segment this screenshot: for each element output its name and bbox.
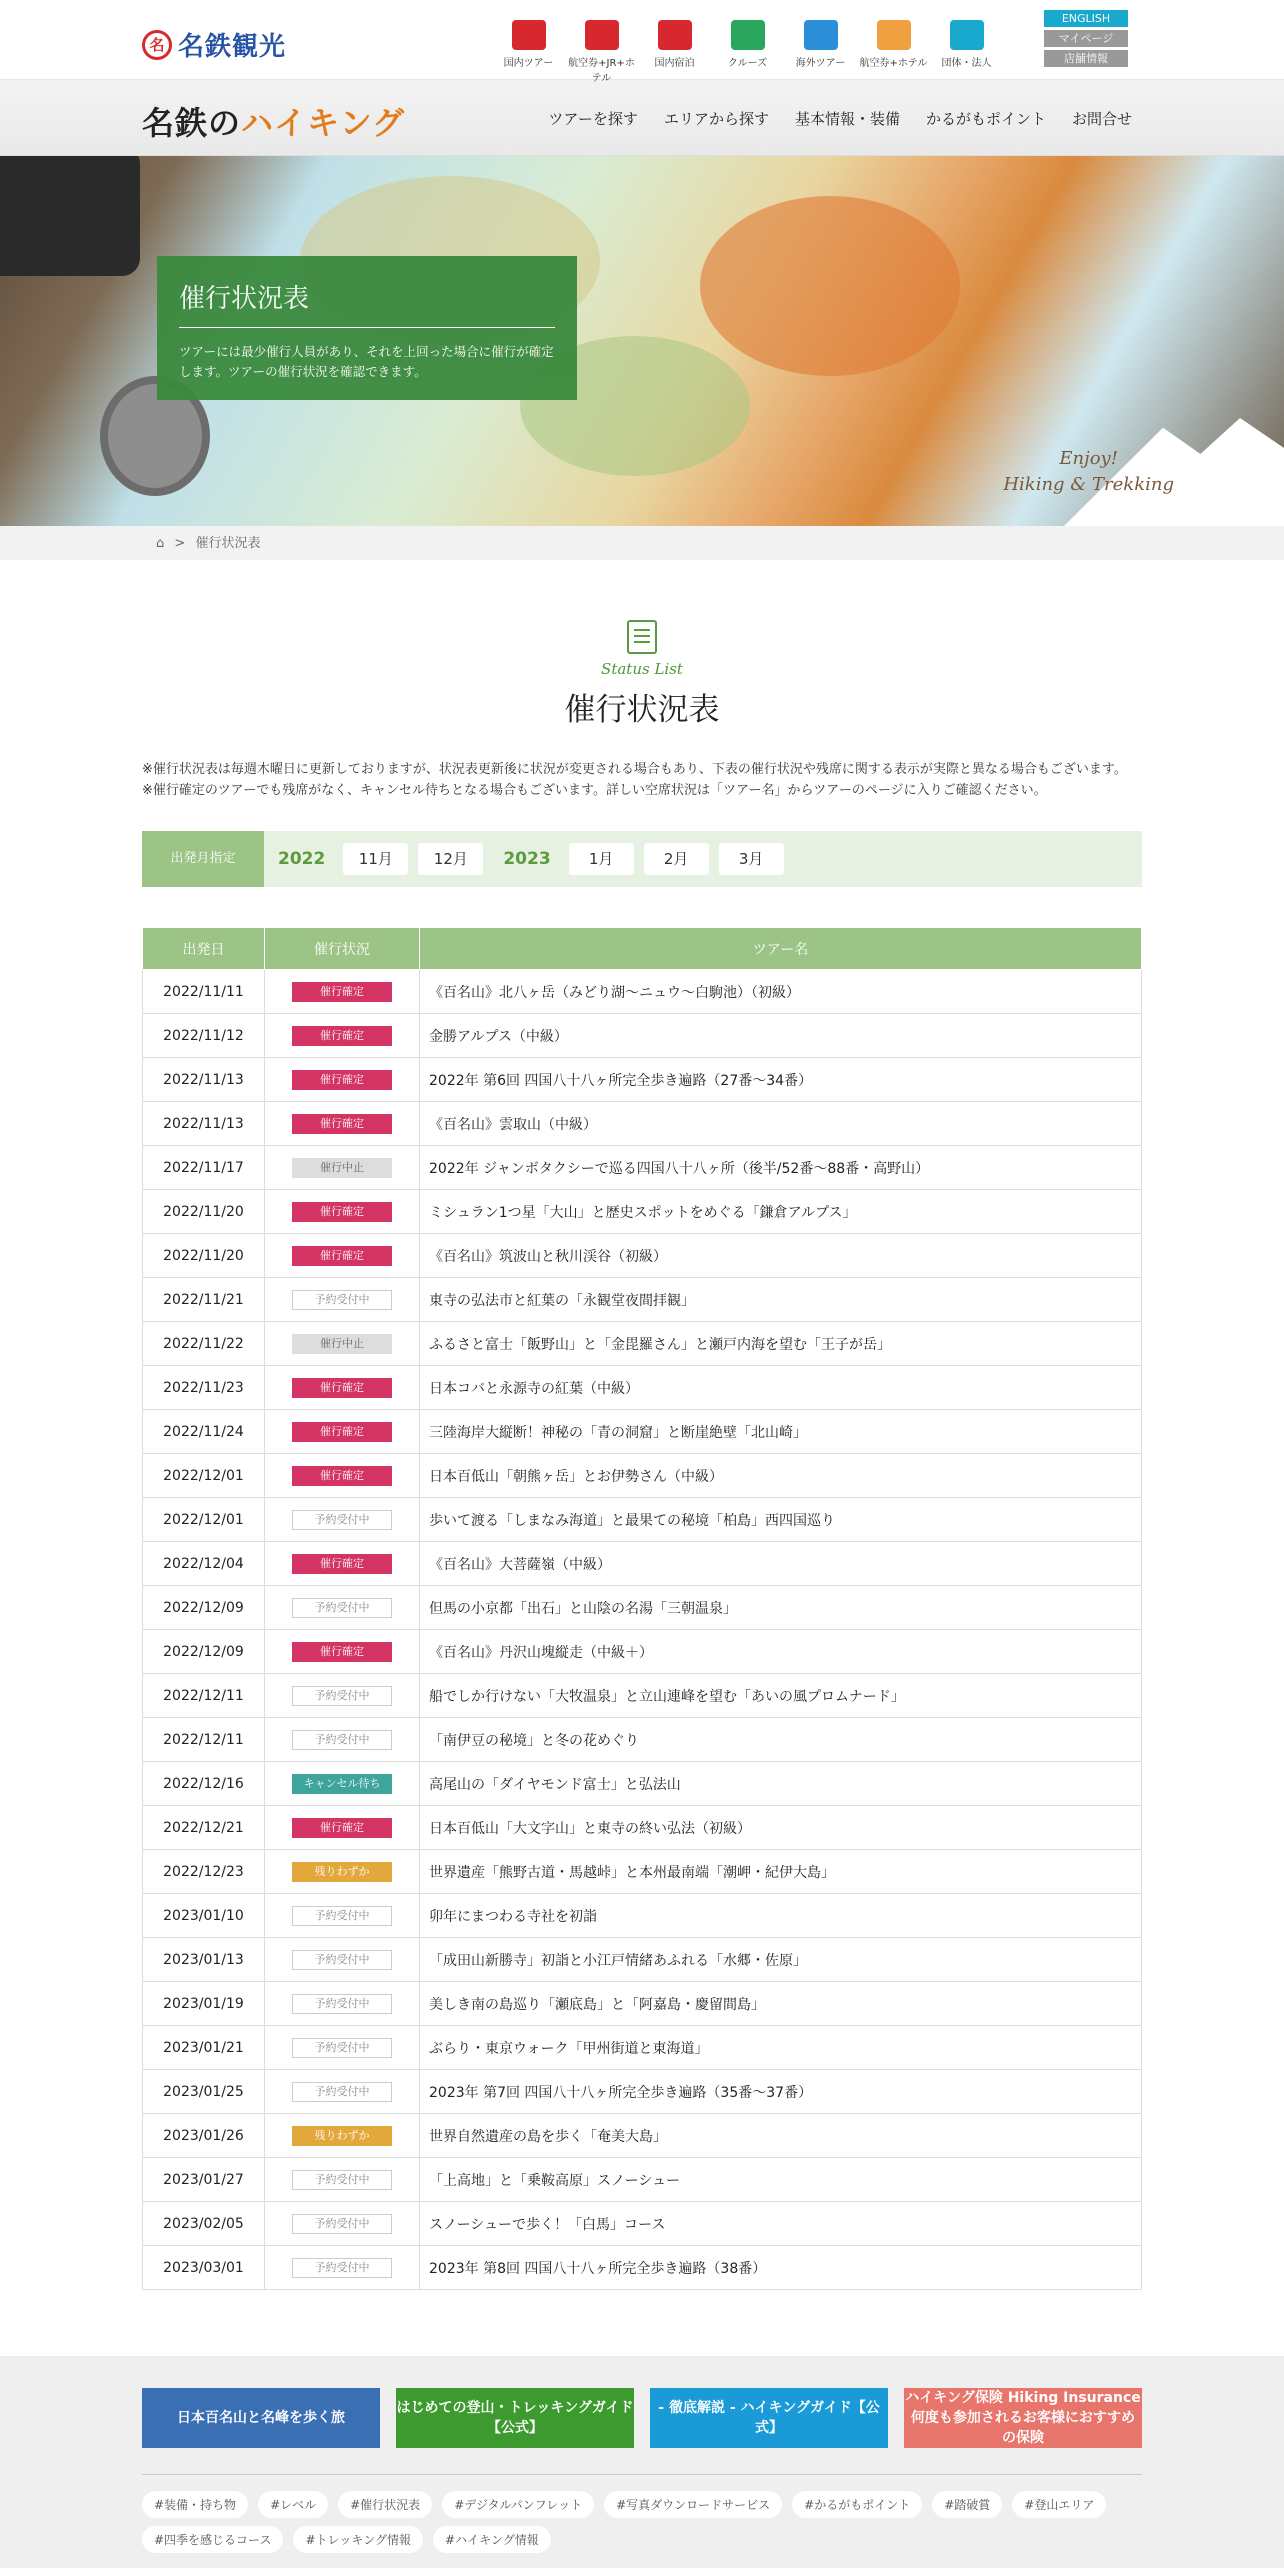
status-table — [142, 927, 1142, 2290]
table-row — [143, 1234, 1142, 1278]
category-label: 団体・法人 — [941, 58, 992, 69]
hero-title: 催行状況表 — [179, 278, 555, 328]
status-cell — [265, 1146, 420, 1190]
year-label: 2023 — [503, 849, 551, 869]
category-glyph-icon — [512, 20, 546, 50]
departure-date: 2022/11/20 — [143, 1190, 265, 1234]
tour-name-link[interactable]: 日本百低山「朝熊ヶ岳」とお伊勢さん（中級） — [420, 1454, 1142, 1498]
category-label: 海外ツアー — [795, 58, 846, 69]
category-glyph-icon — [658, 20, 692, 50]
table-row — [143, 1322, 1142, 1366]
status-cell — [265, 1630, 420, 1674]
tour-name-link[interactable]: ミシュラン1つ星「大山」と歴史スポットをめぐる「鎌倉アルプス」 — [420, 1190, 1142, 1234]
status-badge: 残りわずか — [292, 1862, 392, 1882]
tour-name-link[interactable]: 《百名山》雲取山（中級） — [420, 1102, 1142, 1146]
status-cell — [265, 2114, 420, 2158]
table-row — [143, 1366, 1142, 1410]
tour-name-link[interactable]: 「上高地」と「乗鞍高原」スノーシュー — [420, 2158, 1142, 2202]
tour-name-link[interactable]: ふるさと富士「飯野山」と「金毘羅さん」と瀬戸内海を望む「王子が岳」 — [420, 1322, 1142, 1366]
category-item[interactable] — [638, 12, 711, 84]
hiking-trekking-text: Hiking & Trekking — [1003, 474, 1174, 495]
month-button[interactable]: 1月 — [569, 843, 634, 875]
tour-name-link[interactable]: 《百名山》北八ヶ岳（みどり湖～ニュウ～白駒池）（初級） — [420, 970, 1142, 1014]
month-button[interactable]: 11月 — [343, 843, 408, 875]
status-badge: 予約受付中 — [292, 2258, 392, 2278]
hiking-logo[interactable] — [142, 98, 405, 144]
footer-banner[interactable]: 日本百名山と名峰を歩く旅 — [142, 2388, 380, 2448]
hero-banner — [0, 156, 1284, 526]
departure-date: 2022/12/04 — [143, 1542, 265, 1586]
category-label: 航空券+JR+ホテル — [568, 58, 635, 84]
tour-name-link[interactable]: スノーシューで歩く！「白馬」コース — [420, 2202, 1142, 2246]
status-badge: 催行確定 — [292, 1246, 392, 1266]
status-cell — [265, 1718, 420, 1762]
tour-name-link[interactable]: 金勝アルプス（中級） — [420, 1014, 1142, 1058]
note-line: ※催行状況表は毎週木曜日に更新しておりますが、状況表更新後に状況が変更される場合もあり、下表の催行状況や残席に関する表示が実際と異なる場合もございます。 — [142, 762, 1127, 777]
category-glyph-icon — [585, 20, 619, 50]
tour-name-link[interactable]: 世界自然遺産の島を歩く「奄美大島」 — [420, 2114, 1142, 2158]
category-item[interactable] — [492, 12, 565, 84]
departure-date: 2022/12/21 — [143, 1806, 265, 1850]
table-header-row — [143, 928, 1142, 970]
status-cell — [265, 1278, 420, 1322]
table-row — [143, 2114, 1142, 2158]
home-icon[interactable]: ⌂ — [156, 536, 165, 551]
status-badge: 催行確定 — [292, 1818, 392, 1838]
status-cell — [265, 2070, 420, 2114]
category-label: 航空券+ホテル — [859, 58, 928, 69]
status-badge: 催行確定 — [292, 1026, 392, 1046]
status-badge: キャンセル待ち — [292, 1774, 392, 1794]
status-badge: 予約受付中 — [292, 1510, 392, 1530]
tag-link[interactable]: #ハイキング情報 — [433, 2526, 551, 2553]
departure-date: 2023/01/10 — [143, 1894, 265, 1938]
category-icon — [638, 12, 711, 50]
meitetsu-logo-text: 名鉄観光 — [178, 32, 287, 62]
table-row — [143, 2070, 1142, 2114]
utility-links — [1044, 10, 1128, 67]
year-label: 2022 — [278, 849, 326, 869]
status-badge: 催行中止 — [292, 1158, 392, 1178]
category-icon — [711, 12, 784, 50]
tag-list — [142, 2491, 1142, 2553]
main-nav-item[interactable]: エリアから探す — [663, 110, 769, 128]
category-icon — [492, 12, 565, 50]
departure-date: 2022/11/21 — [143, 1278, 265, 1322]
meitetsu-mark-icon: 名 — [142, 30, 172, 60]
table-row — [143, 1762, 1142, 1806]
status-badge: 催行確定 — [292, 1070, 392, 1090]
category-glyph-icon — [804, 20, 838, 50]
tour-name-link[interactable]: ぶらり・東京ウォーク「甲州街道と東海道」 — [420, 2026, 1142, 2070]
table-row — [143, 2202, 1142, 2246]
table-row — [143, 1894, 1142, 1938]
table-row — [143, 1938, 1142, 1982]
status-cell — [265, 1058, 420, 1102]
status-cell — [265, 1982, 420, 2026]
month-button[interactable]: 12月 — [418, 843, 483, 875]
category-icon — [784, 12, 857, 50]
departure-date: 2022/12/11 — [143, 1718, 265, 1762]
category-item[interactable] — [565, 12, 638, 84]
departure-date: 2022/11/17 — [143, 1146, 265, 1190]
category-label: 国内ツアー — [503, 58, 554, 69]
footer-banner[interactable]: はじめての登山・トレッキングガイド【公式】 — [396, 2388, 634, 2448]
status-list-icon — [627, 620, 657, 654]
status-cell — [265, 1234, 420, 1278]
departure-date: 2023/01/21 — [143, 2026, 265, 2070]
category-icon — [930, 12, 1003, 50]
category-item[interactable] — [784, 12, 857, 84]
status-badge: 予約受付中 — [292, 1906, 392, 1926]
main-nav-item[interactable]: ツアーを探す — [548, 110, 638, 128]
status-badge: 予約受付中 — [292, 2082, 392, 2102]
category-nav — [492, 12, 1003, 84]
status-badge: 催行中止 — [292, 1334, 392, 1354]
tour-name-link[interactable]: 2022年 第6回 四国八十八ヶ所完全歩き遍路（27番～34番） — [420, 1058, 1142, 1102]
status-cell — [265, 1938, 420, 1982]
status-badge: 催行確定 — [292, 1422, 392, 1442]
tag-link[interactable]: #デジタルパンフレット — [442, 2491, 594, 2518]
status-badge: 催行確定 — [292, 1202, 392, 1222]
status-badge: 予約受付中 — [292, 2170, 392, 2190]
status-badge: 予約受付中 — [292, 1598, 392, 1618]
status-badge: 予約受付中 — [292, 1994, 392, 2014]
departure-date: 2022/12/11 — [143, 1674, 265, 1718]
month-button[interactable]: 3月 — [719, 843, 784, 875]
footer-banner[interactable]: - 徹底解説 - ハイキングガイド【公式】 — [650, 2388, 888, 2448]
status-cell — [265, 1102, 420, 1146]
table-row — [143, 1014, 1142, 1058]
table-row — [143, 1058, 1142, 1102]
departure-date: 2023/01/26 — [143, 2114, 265, 2158]
table-row — [143, 2158, 1142, 2202]
table-row — [143, 1586, 1142, 1630]
table-row — [143, 970, 1142, 1014]
table-row — [143, 1674, 1142, 1718]
table-row — [143, 1542, 1142, 1586]
status-cell — [265, 1498, 420, 1542]
status-badge: 予約受付中 — [292, 1686, 392, 1706]
status-cell — [265, 1806, 420, 1850]
status-cell — [265, 2246, 420, 2290]
tour-name-link[interactable]: 《百名山》大菩薩嶺（中級） — [420, 1542, 1142, 1586]
status-cell — [265, 1542, 420, 1586]
tour-name-link[interactable]: 高尾山の「ダイヤモンド富士」と弘法山 — [420, 1762, 1142, 1806]
status-cell — [265, 1850, 420, 1894]
month-filter-label: 出発月指定 — [142, 831, 264, 887]
main-nav-item[interactable]: かるがもポイント — [925, 110, 1046, 128]
tour-name-link[interactable]: 美しき南の島巡り「瀬底島」と「阿嘉島・慶留間島」 — [420, 1982, 1142, 2026]
departure-date: 2022/11/12 — [143, 1014, 265, 1058]
main-nav — [548, 108, 1132, 129]
tour-name-link[interactable]: 日本コバと永源寺の紅葉（中級） — [420, 1366, 1142, 1410]
tour-name-link[interactable]: 卯年にまつわる寺社を初詣 — [420, 1894, 1142, 1938]
hiking-header — [0, 80, 1284, 156]
category-item[interactable] — [711, 12, 784, 84]
status-cell — [265, 1190, 420, 1234]
category-glyph-icon — [877, 20, 911, 50]
tour-name-link[interactable]: 船でしか行けない「大牧温泉」と立山連峰を望む「あいの風プロムナード」 — [420, 1674, 1142, 1718]
table-row — [143, 1850, 1142, 1894]
tag-link[interactable]: #写真ダウンロードサービス — [604, 2491, 782, 2518]
departure-date: 2022/12/01 — [143, 1498, 265, 1542]
table-row — [143, 1498, 1142, 1542]
table-row — [143, 1982, 1142, 2026]
status-cell — [265, 970, 420, 1014]
tag-link[interactable]: #踏破賞 — [932, 2491, 1002, 2518]
category-icon — [565, 12, 638, 50]
departure-date: 2022/11/13 — [143, 1058, 265, 1102]
departure-date: 2022/12/01 — [143, 1454, 265, 1498]
tour-name-link[interactable]: 世界遺産「熊野古道・馬越峠」と本州最南端「潮岬・紀伊大島」 — [420, 1850, 1142, 1894]
note-line: ※催行確定のツアーでも残席がなく、キャンセル待ちとなる場合もございます。詳しい空席状況は「ツアー名」からツアーのページに入りご確認ください。 — [142, 783, 1047, 798]
status-badge: 残りわずか — [292, 2126, 392, 2146]
status-cell — [265, 2158, 420, 2202]
main-content — [142, 620, 1142, 2290]
tour-name-link[interactable]: 「成田山新勝寺」初詣と小江戸情緒あふれる「水郷・佐原」 — [420, 1938, 1142, 1982]
category-item[interactable] — [857, 12, 930, 84]
table-row — [143, 1718, 1142, 1762]
departure-date: 2023/01/13 — [143, 1938, 265, 1982]
table-row — [143, 1146, 1142, 1190]
departure-date: 2022/12/23 — [143, 1850, 265, 1894]
tag-link[interactable]: #催行状況表 — [338, 2491, 432, 2518]
status-cell — [265, 1762, 420, 1806]
departure-date: 2023/03/01 — [143, 2246, 265, 2290]
table-row — [143, 1454, 1142, 1498]
month-button[interactable]: 2月 — [644, 843, 709, 875]
category-item[interactable] — [930, 12, 1003, 84]
tour-name-link[interactable]: 2023年 第7回 四国八十八ヶ所完全歩き遍路（35番～37番） — [420, 2070, 1142, 2114]
hero-text: ツアーには最少催行人員があり、それを上回った場合に催行が確定します。ツアーの催行状況を確認できます。 — [179, 344, 554, 379]
status-cell — [265, 1586, 420, 1630]
status-badge: 催行確定 — [292, 1114, 392, 1134]
departure-date: 2022/12/09 — [143, 1630, 265, 1674]
top-bar — [0, 0, 1284, 84]
status-cell — [265, 1454, 420, 1498]
tag-link[interactable]: #四季を感じるコース — [142, 2526, 283, 2553]
store-info-link[interactable]: 店舗情報 — [1044, 50, 1128, 67]
section-subtitle: Status List — [601, 660, 683, 678]
status-badge: 予約受付中 — [292, 1950, 392, 1970]
departure-date: 2022/12/16 — [143, 1762, 265, 1806]
status-cell — [265, 1410, 420, 1454]
tag-link[interactable]: #トレッキング情報 — [293, 2526, 423, 2553]
status-cell — [265, 1894, 420, 1938]
status-cell — [265, 1322, 420, 1366]
status-badge: 催行確定 — [292, 1642, 392, 1662]
english-link[interactable]: ENGLISH — [1044, 10, 1128, 27]
table-row — [143, 1102, 1142, 1146]
tag-link[interactable]: #登山エリア — [1012, 2491, 1106, 2518]
page-title: 催行状況表 — [564, 692, 720, 728]
tour-name-link[interactable]: 《百名山》筑波山と秋川渓谷（初級） — [420, 1234, 1142, 1278]
departure-date: 2023/01/25 — [143, 2070, 265, 2114]
category-glyph-icon — [950, 20, 984, 50]
status-cell — [265, 1014, 420, 1058]
table-row — [143, 2026, 1142, 2070]
tour-name-link[interactable]: 但馬の小京都「出石」と山陰の名湯「三朝温泉」 — [420, 1586, 1142, 1630]
status-badge: 催行確定 — [292, 982, 392, 1002]
footer-banner[interactable]: ハイキング保険 Hiking Insurance 何度も参加されるお客様におすすめの保険 — [905, 2390, 1141, 2446]
category-label: 国内宿泊 — [654, 58, 695, 69]
mypage-link[interactable]: マイページ — [1044, 30, 1128, 47]
status-badge: 予約受付中 — [292, 2038, 392, 2058]
status-badge: 予約受付中 — [292, 1730, 392, 1750]
notes — [142, 759, 1142, 801]
departure-date: 2022/11/23 — [143, 1366, 265, 1410]
category-label: クルーズ — [727, 58, 768, 69]
table-row — [143, 2246, 1142, 2290]
footer — [0, 2356, 1284, 2568]
divider — [142, 2474, 1142, 2475]
departure-date: 2022/11/20 — [143, 1234, 265, 1278]
hiking-logo-main: 名鉄の — [142, 104, 242, 142]
camera-image — [0, 156, 140, 276]
tour-name-link[interactable]: 歩いて渡る「しまなみ海道」と最果ての秘境「柏島」西四国巡り — [420, 1498, 1142, 1542]
status-badge: 予約受付中 — [292, 1290, 392, 1310]
banner-row — [142, 2356, 1142, 2448]
status-cell — [265, 1366, 420, 1410]
category-icon — [857, 12, 930, 50]
tour-name-link[interactable]: 三陸海岸大縦断！神秘の「青の洞窟」と断崖絶壁「北山崎」 — [420, 1410, 1142, 1454]
status-badge: 催行確定 — [292, 1466, 392, 1486]
table-row — [143, 1190, 1142, 1234]
meitetsu-logo[interactable] — [142, 26, 286, 63]
departure-date: 2022/12/09 — [143, 1586, 265, 1630]
map-decoration — [700, 196, 960, 376]
table-row — [143, 1806, 1142, 1850]
table-row — [143, 1630, 1142, 1674]
month-filter — [142, 831, 1142, 887]
status-cell — [265, 2026, 420, 2070]
breadcrumb-separator: > — [174, 536, 186, 551]
departure-date: 2023/01/19 — [143, 1982, 265, 2026]
breadcrumb-current: 催行状況表 — [195, 536, 261, 551]
departure-date: 2022/11/11 — [143, 970, 265, 1014]
table-row — [143, 1278, 1142, 1322]
hero-box — [157, 256, 577, 400]
hiking-logo-accent: ハイキング — [241, 104, 406, 142]
tour-name-link[interactable]: 東寺の弘法市と紅葉の「永観堂夜間拝観」 — [420, 1278, 1142, 1322]
departure-date: 2022/11/13 — [143, 1102, 265, 1146]
tag-link[interactable]: #レベル — [258, 2491, 328, 2518]
departure-date: 2022/11/22 — [143, 1322, 265, 1366]
main-nav-item[interactable]: お問合せ — [1071, 110, 1132, 128]
category-glyph-icon — [731, 20, 765, 50]
table-row — [143, 1410, 1142, 1454]
tour-name-link[interactable]: 2022年 ジャンボタクシーで巡る四国八十八ヶ所（後半/52番～88番・高野山） — [420, 1146, 1142, 1190]
enjoy-text: Enjoy! — [1059, 448, 1118, 469]
departure-date: 2022/11/24 — [143, 1410, 265, 1454]
status-badge: 予約受付中 — [292, 2214, 392, 2234]
tour-name-link[interactable]: 2023年 第8回 四国八十八ヶ所完全歩き遍路（38番） — [420, 2246, 1142, 2290]
departure-date: 2023/02/05 — [143, 2202, 265, 2246]
status-badge: 催行確定 — [292, 1378, 392, 1398]
tour-name-link[interactable]: 《百名山》丹沢山塊縦走（中級＋） — [420, 1630, 1142, 1674]
tag-link[interactable]: #かるがもポイント — [792, 2491, 922, 2518]
status-badge: 催行確定 — [292, 1554, 392, 1574]
status-cell — [265, 2202, 420, 2246]
status-cell — [265, 1674, 420, 1718]
departure-date: 2023/01/27 — [143, 2158, 265, 2202]
col-status: 催行状況 — [265, 928, 420, 970]
enjoy-hiking-tag — [1003, 446, 1174, 498]
breadcrumb — [0, 526, 1284, 560]
tag-link[interactable]: #装備・持ち物 — [142, 2491, 248, 2518]
col-date: 出発日 — [143, 928, 265, 970]
main-nav-item[interactable]: 基本情報・装備 — [794, 110, 900, 128]
tour-name-link[interactable]: 日本百低山「大文字山」と東寺の終い弘法（初級） — [420, 1806, 1142, 1850]
col-tour-name: ツアー名 — [420, 928, 1142, 970]
tour-name-link[interactable]: 「南伊豆の秘境」と冬の花めぐり — [420, 1718, 1142, 1762]
